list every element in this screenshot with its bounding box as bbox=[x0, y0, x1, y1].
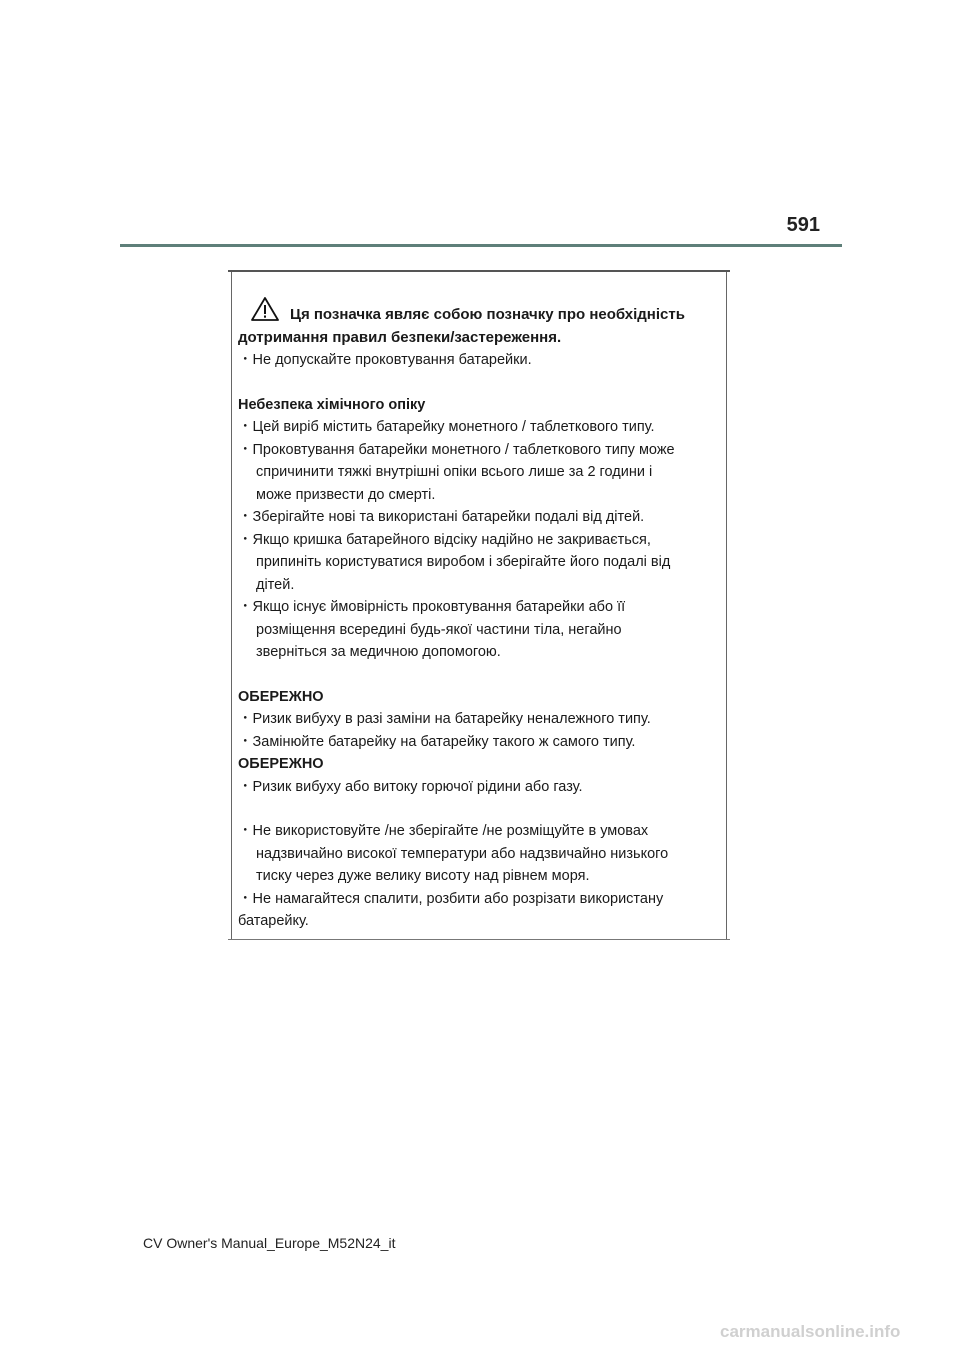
caution-title-2: ОБЕРЕЖНО bbox=[238, 756, 324, 772]
warning-heading bbox=[238, 296, 722, 327]
header-rule bbox=[120, 244, 842, 247]
environment-bullet-2-line-2: батарейку. bbox=[238, 913, 309, 929]
environment-bullet-1-line-2: надзвичайно високої температури або надзвичайно низького bbox=[256, 845, 669, 862]
environment-bullet-2-line-1: ・Не намагайтеся спалити, розбити або розрізати використану bbox=[238, 890, 664, 907]
notice-border-left bbox=[231, 272, 232, 940]
warning-triangle-icon bbox=[250, 296, 280, 322]
notice-border-top bbox=[228, 270, 730, 272]
chemical-bullet-2-line-2: спричинити тяжкі внутрішні опіки всього лише за 2 години і bbox=[256, 464, 653, 480]
environment-bullet-1-line-1: ・Не використовуйте /не зберігайте /не розміщуйте в умовах bbox=[238, 823, 649, 839]
chemical-bullet-3: ・Зберігайте нові та використані батарейки подалі від дітей. bbox=[238, 509, 645, 525]
caution-2-bullet-1: ・Ризик вибуху або витоку горючої рідини або газу. bbox=[238, 778, 583, 795]
notice-content bbox=[238, 296, 722, 933]
notice-border-right bbox=[726, 272, 727, 940]
chemical-bullet-4-line-3: дітей. bbox=[256, 576, 295, 593]
scanned-notice bbox=[228, 270, 730, 940]
page-number: 591 bbox=[786, 214, 820, 236]
caution-1-bullet-1: ・Ризик вибуху в разі заміни на батарейку неналежного типу. bbox=[238, 711, 651, 727]
environment-bullet-1-line-3: тиску через дуже велику висоту над рівнем моря. bbox=[256, 868, 590, 884]
chemical-bullet-5-line-2: розміщення всередині будь-якої частини тіла, негайно bbox=[256, 621, 622, 638]
chemical-bullet-2-line-1: ・Проковтування батарейки монетного / таблеткового типу може bbox=[238, 441, 675, 458]
caution-1-bullet-2: ・Замінюйте батарейку на батарейку такого ж самого типу. bbox=[238, 733, 636, 750]
chemical-bullet-2-line-3: може призвести до смерті. bbox=[256, 486, 436, 503]
intro-line-2: дотримання правил безпеки/застереження. bbox=[238, 328, 562, 346]
caution-title-1: ОБЕРЕЖНО bbox=[238, 688, 324, 705]
chemical-bullet-5-line-3: зверніться за медичною допомогою. bbox=[256, 644, 501, 660]
notice-border-bottom bbox=[228, 939, 730, 940]
intro-line-1: Ця позначка являє собою позначку про необхідність bbox=[290, 306, 685, 323]
chemical-burn-title: Небезпека хімічного опіку bbox=[238, 396, 426, 413]
chemical-bullet-4-line-1: ・Якщо кришка батарейного відсіку надійно не закривається, bbox=[238, 531, 651, 548]
chemical-bullet-4-line-2: припиніть користуватися виробом і зберігайте його подалі від bbox=[256, 554, 671, 570]
swallow-warning: ・Не допускайте проковтування батарейки. bbox=[238, 352, 532, 368]
watermark: carmanualsonline.info bbox=[720, 1322, 901, 1341]
chemical-bullet-1: ・Цей виріб містить батарейку монетного / таблеткового типу. bbox=[238, 419, 655, 435]
chemical-bullet-5-line-1: ・Якщо існує ймовірність проковтування батарейки або її bbox=[238, 599, 626, 615]
footer-manual-id: CV Owner's Manual_Europe_M52N24_it bbox=[143, 1235, 396, 1251]
